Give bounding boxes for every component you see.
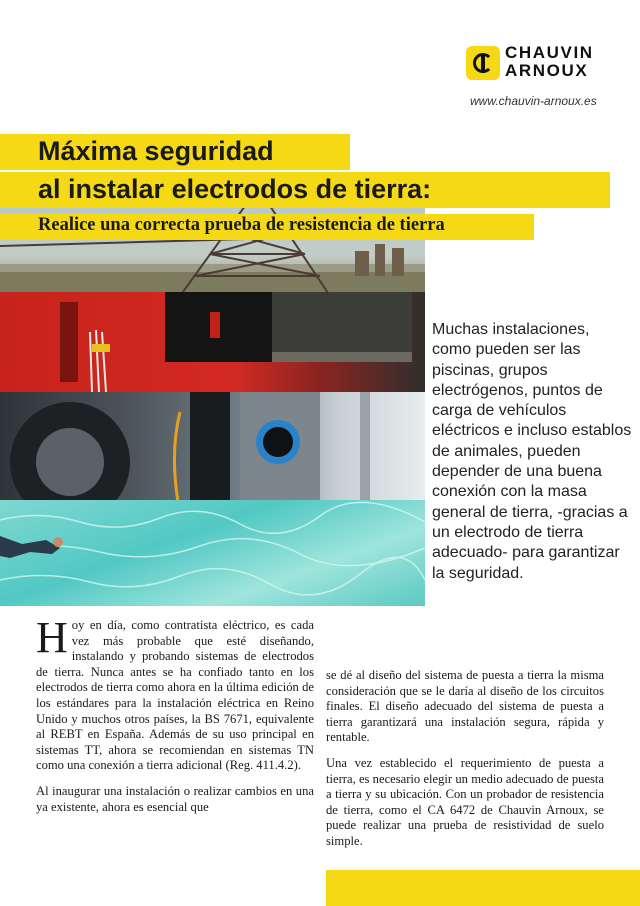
brand-line-2: ARNOUX bbox=[505, 61, 589, 80]
body-column-2 bbox=[326, 668, 604, 860]
page-title-line-2: al instalar electrodos de tierra: bbox=[38, 174, 432, 204]
page-title-line-1: Máxima seguridad bbox=[38, 136, 274, 166]
brand-wordmark bbox=[505, 44, 594, 80]
body-column-1 bbox=[36, 613, 314, 825]
body-paragraph-1-text: oy en día, como contratista eléctrico, es cada vez más probable que esté diseñando, instalando y probando sistemas de electrodos de tierra. Nunca antes se ha confiado tanto en los electrodos de tierra como ahora en la última edición de los estándares para la instalación eléctrica en Reino Unido y muchos otros países, la BS 7671, equivalente al REBT en España. Además de su uso principal en sistemas TT, ahora se recomiendan en sistemas TN como una conexión a tierra adicional (Reg. 411.4.2). bbox=[36, 618, 314, 773]
body-paragraph-2: Al inaugurar una instalación o realizar cambios en una ya existente, ahora es esencial que bbox=[36, 783, 314, 814]
ev-charger-photo bbox=[0, 392, 425, 502]
body-paragraph-4: Una vez establecido el requerimiento de puesta a tierra, es necesario elegir un medio adecuado de puesta a tierra y su ubicación. Con un probador de resistencia de tierra, como el CA 6472 de Chauvin Arnoux, se puede realizar una prueba de resistividad de suelo simple. bbox=[326, 755, 604, 848]
footer-band bbox=[326, 870, 640, 906]
website-url[interactable]: www.chauvin-arnoux.es bbox=[470, 94, 597, 108]
brand-logo-icon bbox=[466, 46, 500, 80]
intro-paragraph: Muchas instalaciones, como pueden ser las piscinas, grupos electrógenos, puntos de carga de vehículos eléctricos e incluso establos de animales, pueden depender de una buena conexión con la masa general de tierra, -gracias a un electrodo de tierra adecuado- para garantizar la seguridad. bbox=[432, 321, 632, 582]
body-paragraph-3: se dé al diseño del sistema de puesta a tierra la misma consideración que se le daría al diseño de los circuitos finales. El diseño adecuado del sistema de puesta a tierra garantizará una instalación segura, rápida y rentable. bbox=[326, 668, 604, 745]
brand-line-1: CHAUVIN bbox=[505, 43, 594, 62]
page-subtitle: Realice una correcta prueba de resistencia de tierra bbox=[38, 215, 445, 235]
drop-cap: H bbox=[36, 613, 68, 662]
swimming-pool-photo bbox=[0, 500, 425, 606]
generator-photo bbox=[0, 292, 425, 392]
body-paragraph-1 bbox=[36, 613, 314, 774]
